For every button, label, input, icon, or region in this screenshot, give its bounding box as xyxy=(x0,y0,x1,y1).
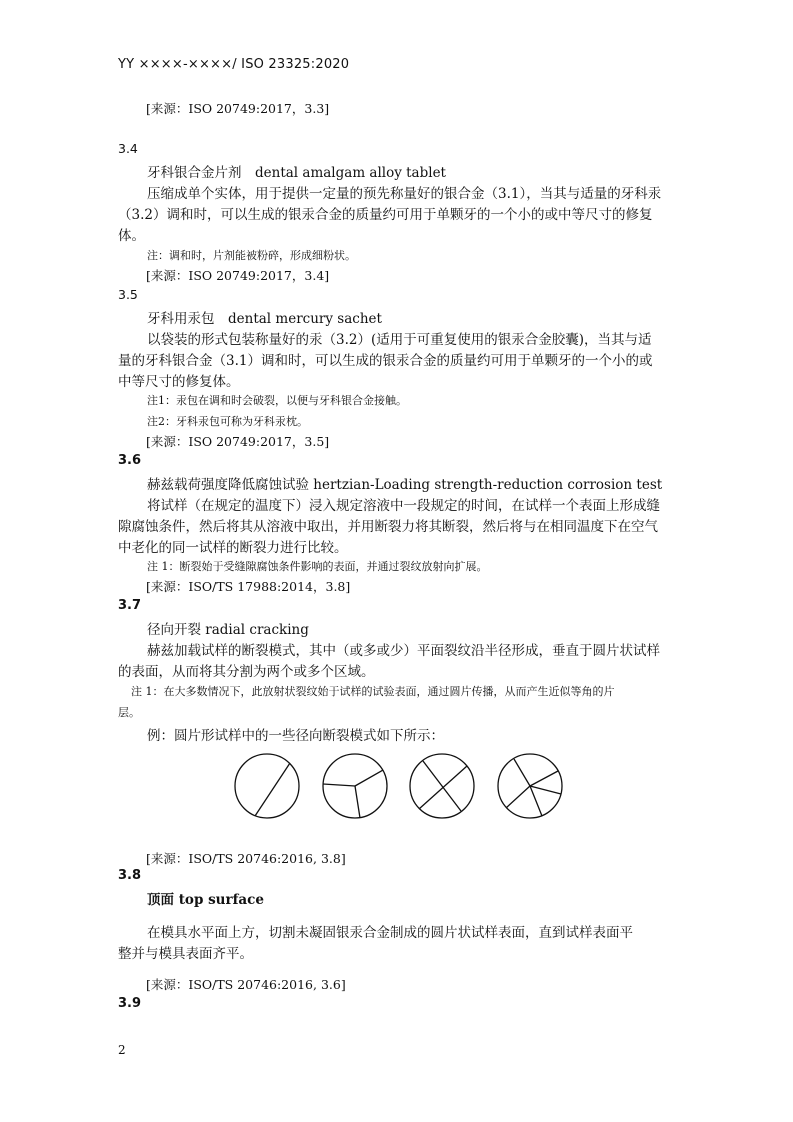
term-3-4: 牙科银合金片剂 dental amalgam alloy tablet xyxy=(147,165,446,181)
definition-3-7-line2: 的表面，从而将其分割为两个或多个区域。 xyxy=(118,664,375,680)
page-number: 2 xyxy=(118,1043,126,1057)
disk-three-cracks xyxy=(323,754,387,818)
note-3-5-1: 注1：汞包在调和时会破裂，以便与牙科银合金接触。 xyxy=(147,394,407,407)
definition-3-6-line2: 隙腐蚀条件，然后将其从溶液中取出，并用断裂力将其断裂，然后将与在相同温度下在空气 xyxy=(118,519,658,535)
section-number-3-9: 3.9 xyxy=(118,996,142,1011)
source-3-3: [来源：ISO 20749:2017，3.3] xyxy=(146,101,330,116)
definition-3-8-line2: 整并与模具表面齐平。 xyxy=(118,946,253,962)
disk-one-crack xyxy=(235,754,299,818)
note-3-6: 注 1：断裂始于受缝隙腐蚀条件影响的表面，并通过裂纹放射向扩展。 xyxy=(147,560,488,573)
source-3-4: [来源：ISO 20749:2017，3.4] xyxy=(146,268,330,283)
radial-crack-figures xyxy=(228,748,578,828)
note-3-5-2: 注2：牙科汞包可称为牙科汞枕。 xyxy=(147,415,308,428)
definition-3-6-line1: 将试样（在规定的温度下）浸入规定溶液中一段规定的时间，在试样一个表面上形成缝 xyxy=(147,498,660,514)
note-3-4: 注：调和时，片剂能被粉碎，形成细粉状。 xyxy=(147,249,356,262)
term-3-7: 径向开裂 radial cracking xyxy=(147,622,309,638)
note-3-7-line1: 注 1：在大多数情况下，此放射状裂纹始于试样的试验表面，通过圆片传播，从而产生近似等角的片 xyxy=(131,685,615,698)
section-number-3-5: 3.5 xyxy=(118,287,138,302)
section-number-3-8: 3.8 xyxy=(118,868,142,883)
source-3-8: [来源：ISO/TS 20746:2016, 3.6] xyxy=(146,977,346,992)
definition-3-8-line1: 在模具水平面上方，切割未凝固银汞合金制成的圆片状试样表面，直到试样表面平 xyxy=(147,925,633,941)
term-3-5: 牙科用汞包 dental mercury sachet xyxy=(147,311,382,327)
source-3-6: [来源：ISO/TS 17988:2014，3.8] xyxy=(146,579,351,594)
definition-3-4-line1: 压缩成单个实体，用于提供一定量的预先称量好的银合金（3.1），当其与适量的牙科汞 xyxy=(147,186,662,202)
document-header: YY ××××-××××/ ISO 23325:2020 xyxy=(118,57,350,72)
disk-four-cracks xyxy=(410,754,474,818)
disk-five-cracks xyxy=(498,754,562,818)
source-3-7: [来源：ISO/TS 20746:2016, 3.8] xyxy=(146,851,346,866)
example-3-7: 例：圆片形试样中的一些径向断裂模式如下所示： xyxy=(147,728,444,744)
definition-3-7-line1: 赫兹加载试样的断裂模式，其中（或多或少）平面裂纹沿半径形成，垂直于圆片状试样 xyxy=(147,643,660,659)
section-number-3-7: 3.7 xyxy=(118,598,142,613)
term-3-8: 顶面 top surface xyxy=(147,892,264,908)
definition-3-6-line3: 中老化的同一试样的断裂力进行比较。 xyxy=(118,540,348,556)
section-number-3-6: 3.6 xyxy=(118,453,142,468)
term-3-6: 赫兹载荷强度降低腐蚀试验 hertzian-Loading strength-reduction corrosion test xyxy=(147,477,663,493)
definition-3-5-line3: 中等尺寸的修复体。 xyxy=(118,374,240,390)
section-number-3-4: 3.4 xyxy=(118,141,138,156)
definition-3-4-line2: （3.2）调和时，可以生成的银汞合金的质量约可用于单颗牙的一个小的或中等尺寸的修复 xyxy=(118,207,653,223)
definition-3-4-line3: 体。 xyxy=(118,228,145,244)
definition-3-5-line2: 量的牙科银合金（3.1）调和时，可以生成的银汞合金的质量约可用于单颗牙的一个小的或 xyxy=(118,353,653,369)
source-3-5: [来源：ISO 20749:2017，3.5] xyxy=(146,434,330,449)
definition-3-5-line1: 以袋装的形式包装称量好的汞（3.2）(适用于可重复使用的银汞合金胶囊)，当其与适 xyxy=(147,332,652,348)
note-3-7-line2: 层。 xyxy=(118,706,140,719)
